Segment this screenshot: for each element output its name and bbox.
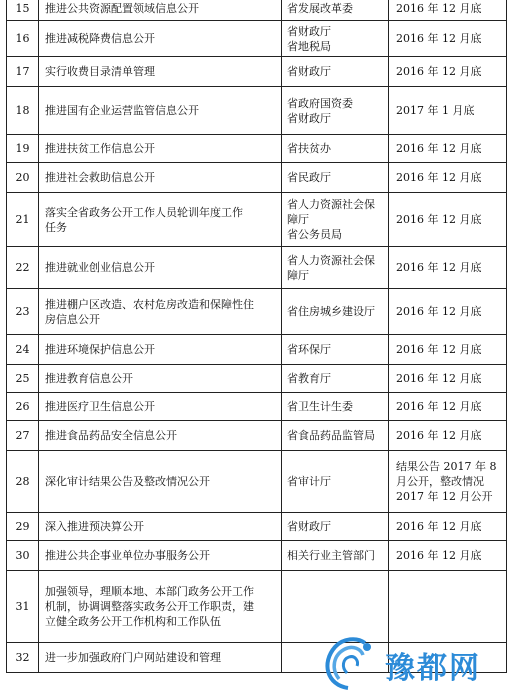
task-content-line: 加强领导，理顺本地、本部门政务公开工作 [45, 585, 254, 598]
deadline-line: 2016 年 12 月底 [396, 520, 482, 533]
table-row [7, 21, 507, 57]
deadline-line: 2017 年 1 月底 [396, 104, 475, 117]
responsible-unit-line: 省公务员局 [287, 228, 342, 241]
responsible-unit [282, 0, 389, 21]
task-content [39, 0, 282, 21]
table-row [7, 541, 507, 571]
responsible-unit-line: 相关行业主管部门 [287, 549, 375, 562]
task-content [39, 21, 282, 57]
deadline-line: 2016 年 12 月底 [396, 32, 482, 45]
task-content-line: 推进扶贫工作信息公开 [45, 142, 155, 155]
deadline [389, 21, 507, 57]
responsible-unit [282, 135, 389, 163]
task-content-line: 推进环境保护信息公开 [45, 343, 155, 356]
task-content [39, 571, 282, 643]
deadline [389, 57, 507, 87]
row-number: 15 [7, 0, 39, 21]
task-content [39, 421, 282, 451]
row-number: 26 [7, 393, 39, 421]
deadline [389, 193, 507, 247]
deadline [389, 247, 507, 289]
deadline-line: 2016 年 12 月底 [396, 429, 482, 442]
deadline-line: 2016 年 12 月底 [396, 2, 482, 15]
task-content-line: 进一步加强政府门户网站建设和管理 [45, 651, 221, 664]
table-row [7, 571, 507, 643]
responsible-unit-line: 障厅 [287, 213, 309, 226]
deadline-line: 2016 年 12 月底 [396, 65, 482, 78]
task-content [39, 87, 282, 135]
deadline [389, 365, 507, 393]
responsible-unit-line: 省财政厅 [287, 24, 331, 38]
row-number: 25 [7, 365, 39, 393]
yudu-logo-icon [317, 633, 379, 693]
row-number: 28 [7, 451, 39, 513]
task-content-line: 立健全政务公开工作机构和工作队伍 [45, 615, 221, 628]
responsible-unit-line: 省财政厅 [287, 111, 331, 125]
task-content-line: 落实全省政务公开工作人员轮训年度工作 [45, 205, 243, 219]
deadline [389, 513, 507, 541]
task-table [6, 0, 507, 673]
task-content [39, 57, 282, 87]
task-content-line: 推进棚户区改造、农村危房改造和保障性住 [45, 297, 254, 311]
row-number: 20 [7, 163, 39, 193]
responsible-unit [282, 421, 389, 451]
task-content-line: 推进教育信息公开 [45, 372, 133, 385]
table-row [7, 451, 507, 513]
responsible-unit [282, 57, 389, 87]
responsible-unit [282, 163, 389, 193]
table-row [7, 163, 507, 193]
task-content [39, 393, 282, 421]
task-content [39, 135, 282, 163]
deadline-line: 2017 年 12 月公开 [396, 490, 493, 503]
task-content [39, 451, 282, 513]
responsible-unit-line: 省民政厅 [287, 171, 331, 184]
responsible-unit-line: 省食品药品监管局 [287, 429, 375, 442]
deadline-line: 2016 年 12 月底 [396, 343, 482, 356]
deadline [389, 393, 507, 421]
responsible-unit [282, 87, 389, 135]
deadline-line: 2016 年 12 月底 [396, 142, 482, 155]
deadline-line: 2016 年 12 月底 [396, 400, 482, 413]
table-row [7, 193, 507, 247]
responsible-unit-line: 省人力资源社会保 [287, 198, 375, 211]
deadline [389, 541, 507, 571]
task-content-line: 推进就业创业信息公开 [45, 261, 155, 274]
row-number: 23 [7, 289, 39, 335]
deadline [389, 135, 507, 163]
deadline [389, 571, 507, 643]
responsible-unit-line: 省审计厅 [287, 475, 331, 488]
table-row [7, 513, 507, 541]
deadline [389, 87, 507, 135]
task-content [39, 247, 282, 289]
deadline-line: 2016 年 12 月底 [396, 549, 482, 562]
task-content-line: 深化审计结果公告及整改情况公开 [45, 475, 210, 488]
task-content-line: 推进减税降费信息公开 [45, 32, 155, 45]
row-number: 16 [7, 21, 39, 57]
responsible-unit-line: 省人力资源社会保 [287, 253, 375, 267]
task-content [39, 289, 282, 335]
table-row [7, 87, 507, 135]
row-number: 22 [7, 247, 39, 289]
deadline-line: 2016 年 12 月底 [396, 171, 482, 184]
watermark-text: 豫都网 [385, 651, 481, 686]
task-content-line: 推进社会救助信息公开 [45, 171, 155, 184]
table-row [7, 421, 507, 451]
deadline-line: 2016 年 12 月底 [396, 305, 482, 318]
deadline [389, 289, 507, 335]
row-number: 32 [7, 643, 39, 673]
task-content [39, 163, 282, 193]
deadline [389, 451, 507, 513]
task-content-line: 推进食品药品安全信息公开 [45, 429, 177, 442]
row-number: 27 [7, 421, 39, 451]
task-content-line: 实行收费目录清单管理 [45, 65, 155, 78]
task-content-line: 推进公共资源配置领域信息公开 [45, 2, 199, 15]
responsible-unit-line: 省环保厅 [287, 343, 331, 356]
task-content [39, 541, 282, 571]
row-number: 18 [7, 87, 39, 135]
task-content [39, 335, 282, 365]
row-number: 17 [7, 57, 39, 87]
table-row [7, 247, 507, 289]
task-content-line: 深入推进预决算公开 [45, 520, 144, 533]
table-row [7, 135, 507, 163]
task-content-line: 机制，协调调整落实政务公开工作职责，建 [45, 600, 254, 613]
task-content-line: 房信息公开 [45, 312, 100, 326]
row-number: 30 [7, 541, 39, 571]
row-number: 19 [7, 135, 39, 163]
deadline-line: 2016 年 12 月底 [396, 213, 482, 226]
deadline-line: 结果公告 2017 年 8 [396, 460, 497, 473]
row-number: 24 [7, 335, 39, 365]
deadline [389, 163, 507, 193]
row-number: 29 [7, 513, 39, 541]
responsible-unit-line: 省教育厅 [287, 372, 331, 385]
task-content [39, 643, 282, 673]
table-row [7, 365, 507, 393]
task-content-line: 推进国有企业运营监管信息公开 [45, 104, 199, 117]
task-content [39, 193, 282, 247]
responsible-unit [282, 513, 389, 541]
responsible-unit-line: 省扶贫办 [287, 142, 331, 155]
table-row [7, 393, 507, 421]
responsible-unit-line: 省财政厅 [287, 520, 331, 533]
responsible-unit-line: 障厅 [287, 268, 309, 282]
row-number: 21 [7, 193, 39, 247]
responsible-unit-line: 省财政厅 [287, 65, 331, 78]
responsible-unit-line: 省卫生计生委 [287, 400, 353, 413]
table-row [7, 335, 507, 365]
responsible-unit [282, 193, 389, 247]
deadline-line: 2016 年 12 月底 [396, 261, 482, 274]
deadline-line: 2016 年 12 月底 [396, 372, 482, 385]
watermark-logo [317, 633, 507, 693]
responsible-unit [282, 335, 389, 365]
responsible-unit [282, 21, 389, 57]
table-row [7, 0, 507, 21]
task-content-line: 任务 [45, 220, 67, 234]
task-content-line: 推进医疗卫生信息公开 [45, 400, 155, 413]
task-content [39, 365, 282, 393]
deadline-line: 月公开，整改情况 [396, 475, 484, 488]
deadline [389, 0, 507, 21]
responsible-unit [282, 289, 389, 335]
table-row [7, 289, 507, 335]
responsible-unit [282, 365, 389, 393]
responsible-unit-line: 省住房城乡建设厅 [287, 305, 375, 318]
responsible-unit [282, 451, 389, 513]
table-row [7, 57, 507, 87]
responsible-unit-line: 省政府国资委 [287, 96, 353, 110]
responsible-unit-line: 省地税局 [287, 39, 331, 53]
responsible-unit [282, 541, 389, 571]
row-number: 31 [7, 571, 39, 643]
responsible-unit [282, 571, 389, 643]
responsible-unit [282, 393, 389, 421]
task-content-line: 推进公共企事业单位办事服务公开 [45, 549, 210, 562]
deadline [389, 335, 507, 365]
deadline [389, 421, 507, 451]
task-content [39, 513, 282, 541]
responsible-unit-line: 省发展改革委 [287, 2, 353, 15]
responsible-unit [282, 247, 389, 289]
